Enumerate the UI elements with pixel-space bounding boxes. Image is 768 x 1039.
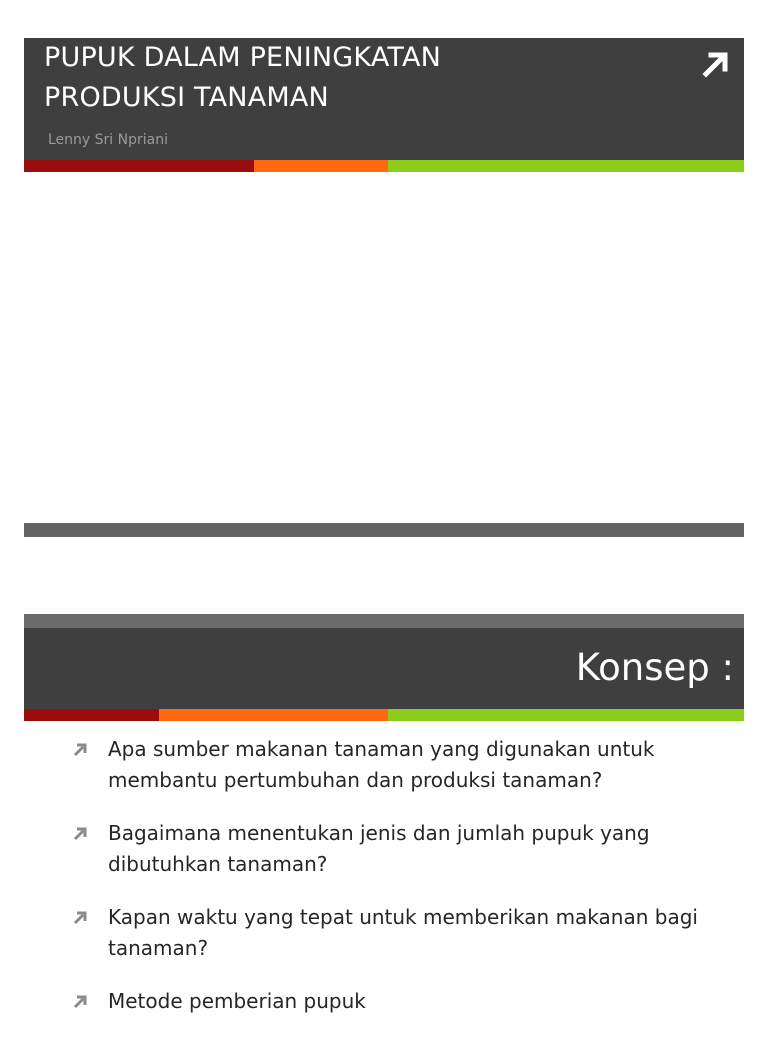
bullet-item <box>70 818 710 880</box>
slide-subtitle: Lenny Sri Npriani <box>48 132 168 148</box>
arrow-up-right-icon <box>72 994 88 1010</box>
title-slide-header <box>24 38 744 160</box>
arrow-up-right-icon <box>72 910 88 926</box>
bullet-item <box>70 986 710 1017</box>
bullet-item <box>70 734 710 796</box>
arrow-up-right-icon <box>72 742 88 758</box>
konsep-title: Konsep : <box>575 646 734 689</box>
konsep-header <box>24 628 744 709</box>
slide-title: PUPUK DALAM PENINGKATAN PRODUKSI TANAMAN <box>44 42 442 113</box>
slide-footer-bar <box>24 523 744 537</box>
konsep-bullet-list <box>70 734 710 1039</box>
bullet-text: Bagaimana menentukan jenis dan jumlah pupuk yang dibutuhkan tanaman? <box>108 821 650 876</box>
slide2-top-bar <box>24 614 744 628</box>
slide-top-margin <box>0 0 768 38</box>
konsep-accent-bar <box>24 709 744 721</box>
bullet-text: Kapan waktu yang tepat untuk memberikan makanan bagi tanaman? <box>108 905 698 960</box>
title-accent-bar <box>24 160 744 172</box>
bullet-text: Apa sumber makanan tanaman yang digunakan untuk membantu pertumbuhan dan produksi tanaman? <box>108 737 655 792</box>
bullet-text: Metode pemberian pupuk <box>108 989 366 1013</box>
arrow-up-right-icon <box>72 826 88 842</box>
arrow-up-right-icon <box>702 50 730 78</box>
bullet-item <box>70 902 710 964</box>
